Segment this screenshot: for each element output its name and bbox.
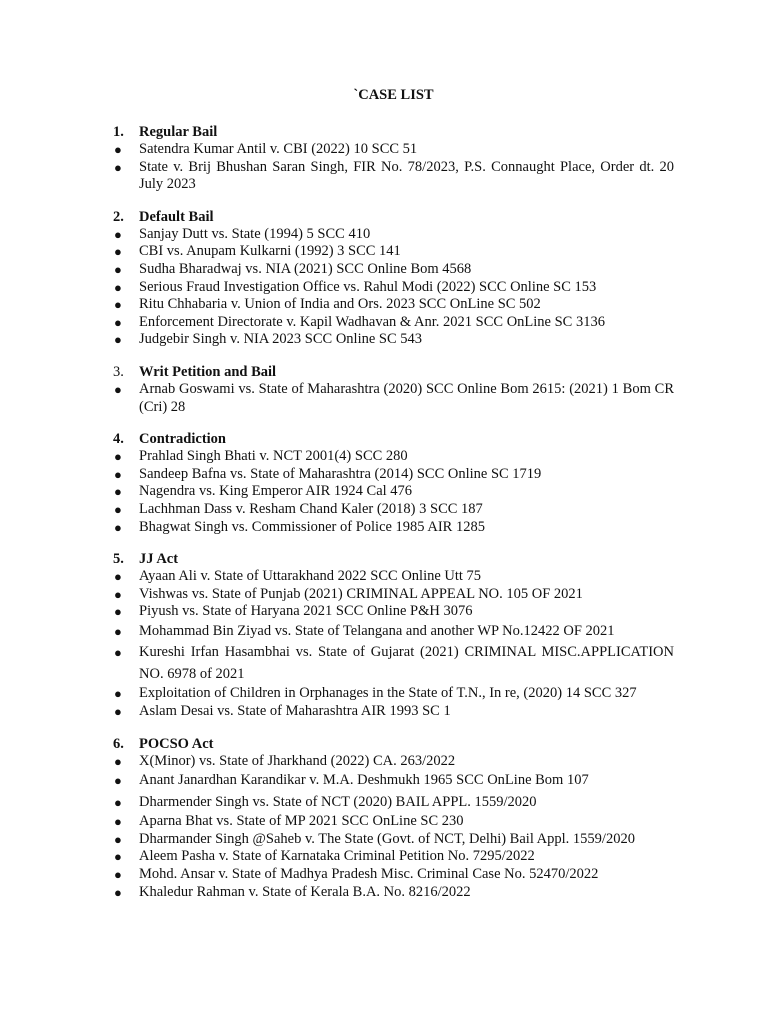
list-item (113, 519, 674, 537)
list-item (113, 642, 674, 685)
section-contradiction (113, 430, 674, 536)
case-citation: Anant Janardhan Karandikar v. M.A. Deshmukh 1965 SCC OnLine Bom 107 (139, 772, 589, 789)
list-item (113, 381, 674, 416)
bullet-icon: ● (114, 332, 122, 348)
list-item (113, 243, 674, 261)
bullet-icon: ● (114, 831, 122, 847)
section-heading (113, 430, 674, 448)
list-item (113, 792, 674, 814)
case-citation: State v. Brij Bhushan Saran Singh, FIR No. 78/2023, P.S. Connaught Place, Order dt. 20 July 2023 (139, 158, 674, 193)
bullet-icon: ● (114, 569, 122, 585)
bullet-icon: ● (114, 623, 122, 639)
case-citation: Prahlad Singh Bhati v. NCT 2001(4) SCC 280 (139, 448, 408, 465)
case-citation: Ayaan Ali v. State of Uttarakhand 2022 SCC Online Utt 75 (139, 568, 482, 585)
section-number: 1. (113, 124, 124, 140)
case-citation: Serious Fraud Investigation Office vs. Rahul Modi (2022) SCC Online SC 153 (139, 278, 597, 295)
list-item (113, 314, 674, 332)
case-citation: Ritu Chhabaria v. Union of India and Ors. 2023 SCC OnLine SC 502 (139, 296, 541, 313)
case-citation: Mohammad Bin Ziyad vs. State of Telangana and another WP No.12422 OF 2021 (139, 622, 615, 639)
case-citation: Aparna Bhat vs. State of MP 2021 SCC OnLine SC 230 (139, 813, 464, 830)
case-citation: Piyush vs. State of Haryana 2021 SCC Online P&H 3076 (139, 603, 473, 620)
section-title: Writ Petition and Bail (139, 363, 277, 380)
list-item (113, 621, 674, 643)
bullet-icon: ● (114, 586, 122, 602)
bullet-icon: ● (114, 159, 122, 175)
list-item (113, 813, 674, 831)
list-item (113, 685, 674, 703)
bullet-icon: ● (114, 314, 122, 330)
bullet-icon: ● (114, 773, 122, 789)
list-item (113, 279, 674, 297)
section-writ-petition (113, 363, 674, 416)
list-item (113, 770, 674, 792)
bullet-icon: ● (114, 261, 122, 277)
page-title: `CASE LIST (353, 87, 434, 103)
section-title: Regular Bail (139, 124, 218, 140)
case-citation: CBI vs. Anupam Kulkarni (1992) 3 SCC 141 (139, 243, 401, 260)
list-item (113, 261, 674, 279)
case-citation: Nagendra vs. King Emperor AIR 1924 Cal 476 (139, 483, 413, 500)
case-citation: X(Minor) vs. State of Jharkhand (2022) CA. 263/2022 (139, 752, 456, 769)
list-item (113, 568, 674, 586)
case-citation: Lachhman Dass v. Resham Chand Kaler (2018) 3 SCC 187 (139, 500, 483, 517)
case-citation: Enforcement Directorate v. Kapil Wadhavan & Anr. 2021 SCC OnLine SC 3136 (139, 313, 605, 330)
case-citation: Bhagwat Singh vs. Commissioner of Police 1985 AIR 1285 (139, 518, 485, 535)
list-item (113, 296, 674, 314)
list-item (113, 603, 674, 621)
bullet-icon: ● (114, 814, 122, 830)
case-citation: Vishwas vs. State of Punjab (2021) CRIMINAL APPEAL NO. 105 OF 2021 (139, 585, 583, 602)
document-page (113, 86, 674, 915)
section-pocso-act (113, 735, 674, 902)
section-number: 6. (113, 735, 124, 752)
section-number: 3. (113, 363, 124, 380)
case-citation: Aslam Desai vs. State of Maharashtra AIR 1993 SC 1 (139, 702, 451, 719)
bullet-icon: ● (114, 244, 122, 260)
list-item (113, 586, 674, 604)
section-heading (113, 208, 674, 226)
case-citation: Dharmender Singh vs. State of NCT (2020) BAIL APPL. 1559/2020 (139, 793, 537, 810)
section-title: JJ Act (139, 551, 179, 568)
case-list (113, 448, 674, 536)
bullet-icon: ● (114, 466, 122, 482)
section-jj-act (113, 550, 674, 720)
case-citation: Judgebir Singh v. NIA 2023 SCC Online SC 543 (139, 331, 423, 348)
bullet-icon: ● (114, 849, 122, 865)
case-citation: Sudha Bharadwaj vs. NIA (2021) SCC Online Bom 4568 (139, 260, 472, 277)
bullet-icon: ● (114, 604, 122, 620)
section-title: Contradiction (139, 431, 226, 448)
section-heading (113, 123, 674, 141)
case-citation: Mohd. Ansar v. State of Madhya Pradesh Misc. Criminal Case No. 52470/2022 (139, 865, 599, 882)
case-citation: Sandeep Bafna vs. State of Maharashtra (2014) SCC Online SC 1719 (139, 465, 542, 482)
bullet-icon: ● (114, 703, 122, 719)
case-citation: Sanjay Dutt vs. State (1994) 5 SCC 410 (139, 225, 371, 242)
list-item (113, 159, 674, 194)
case-citation: Kureshi Irfan Hasambhai vs. State of Gujarat (2021) CRIMINAL MISC.APPLICATION NO. 6978 of 2021 (139, 644, 674, 682)
section-regular-bail (113, 123, 674, 194)
list-item (113, 831, 674, 849)
bullet-icon: ● (114, 794, 122, 810)
list-item (113, 703, 674, 721)
list-item (113, 448, 674, 466)
case-citation: Satendra Kumar Antil v. CBI (2022) 10 SCC 51 (139, 141, 418, 157)
case-citation: Exploitation of Children in Orphanages in the State of T.N., In re, (2020) 14 SCC 327 (139, 685, 637, 702)
section-heading (113, 363, 674, 381)
list-item (113, 483, 674, 501)
bullet-icon: ● (114, 519, 122, 535)
case-citation: Khaledur Rahman v. State of Kerala B.A. No. 8216/2022 (139, 883, 471, 900)
section-number: 2. (113, 208, 124, 225)
bullet-icon: ● (114, 279, 122, 295)
bullet-icon: ● (114, 753, 122, 769)
bullet-icon: ● (114, 866, 122, 882)
list-item (113, 884, 674, 902)
bullet-icon: ● (114, 381, 122, 397)
list-item (113, 501, 674, 519)
bullet-icon: ● (114, 226, 122, 242)
section-number: 4. (113, 431, 124, 448)
section-heading (113, 550, 674, 568)
list-item (113, 848, 674, 866)
bullet-icon: ● (114, 142, 122, 157)
section-title: Default Bail (139, 208, 214, 225)
case-citation: Aleem Pasha v. State of Karnataka Criminal Petition No. 7295/2022 (139, 848, 535, 865)
case-list (113, 381, 674, 416)
list-item (113, 466, 674, 484)
bullet-icon: ● (114, 686, 122, 702)
case-citation: Dharmander Singh @Saheb v. The State (Govt. of NCT, Delhi) Bail Appl. 1559/2020 (139, 830, 635, 847)
list-item (113, 331, 674, 349)
bullet-icon: ● (114, 449, 122, 465)
list-item (113, 753, 674, 771)
section-number: 5. (113, 551, 124, 568)
case-list (113, 568, 674, 720)
case-list (113, 226, 674, 349)
bullet-icon: ● (114, 645, 122, 661)
section-title: POCSO Act (139, 735, 214, 752)
list-item (113, 866, 674, 884)
bullet-icon: ● (114, 484, 122, 500)
bullet-icon: ● (114, 297, 122, 313)
bullet-icon: ● (114, 884, 122, 900)
bullet-icon: ● (114, 501, 122, 517)
case-list (113, 141, 674, 194)
case-list (113, 753, 674, 902)
section-heading (113, 735, 674, 753)
section-default-bail (113, 208, 674, 349)
list-item (113, 226, 674, 244)
case-citation: Arnab Goswami vs. State of Maharashtra (2020) SCC Online Bom 2615: (2021) 1 Bom CR (Cri) 28 (139, 380, 674, 415)
list-item (113, 141, 674, 159)
